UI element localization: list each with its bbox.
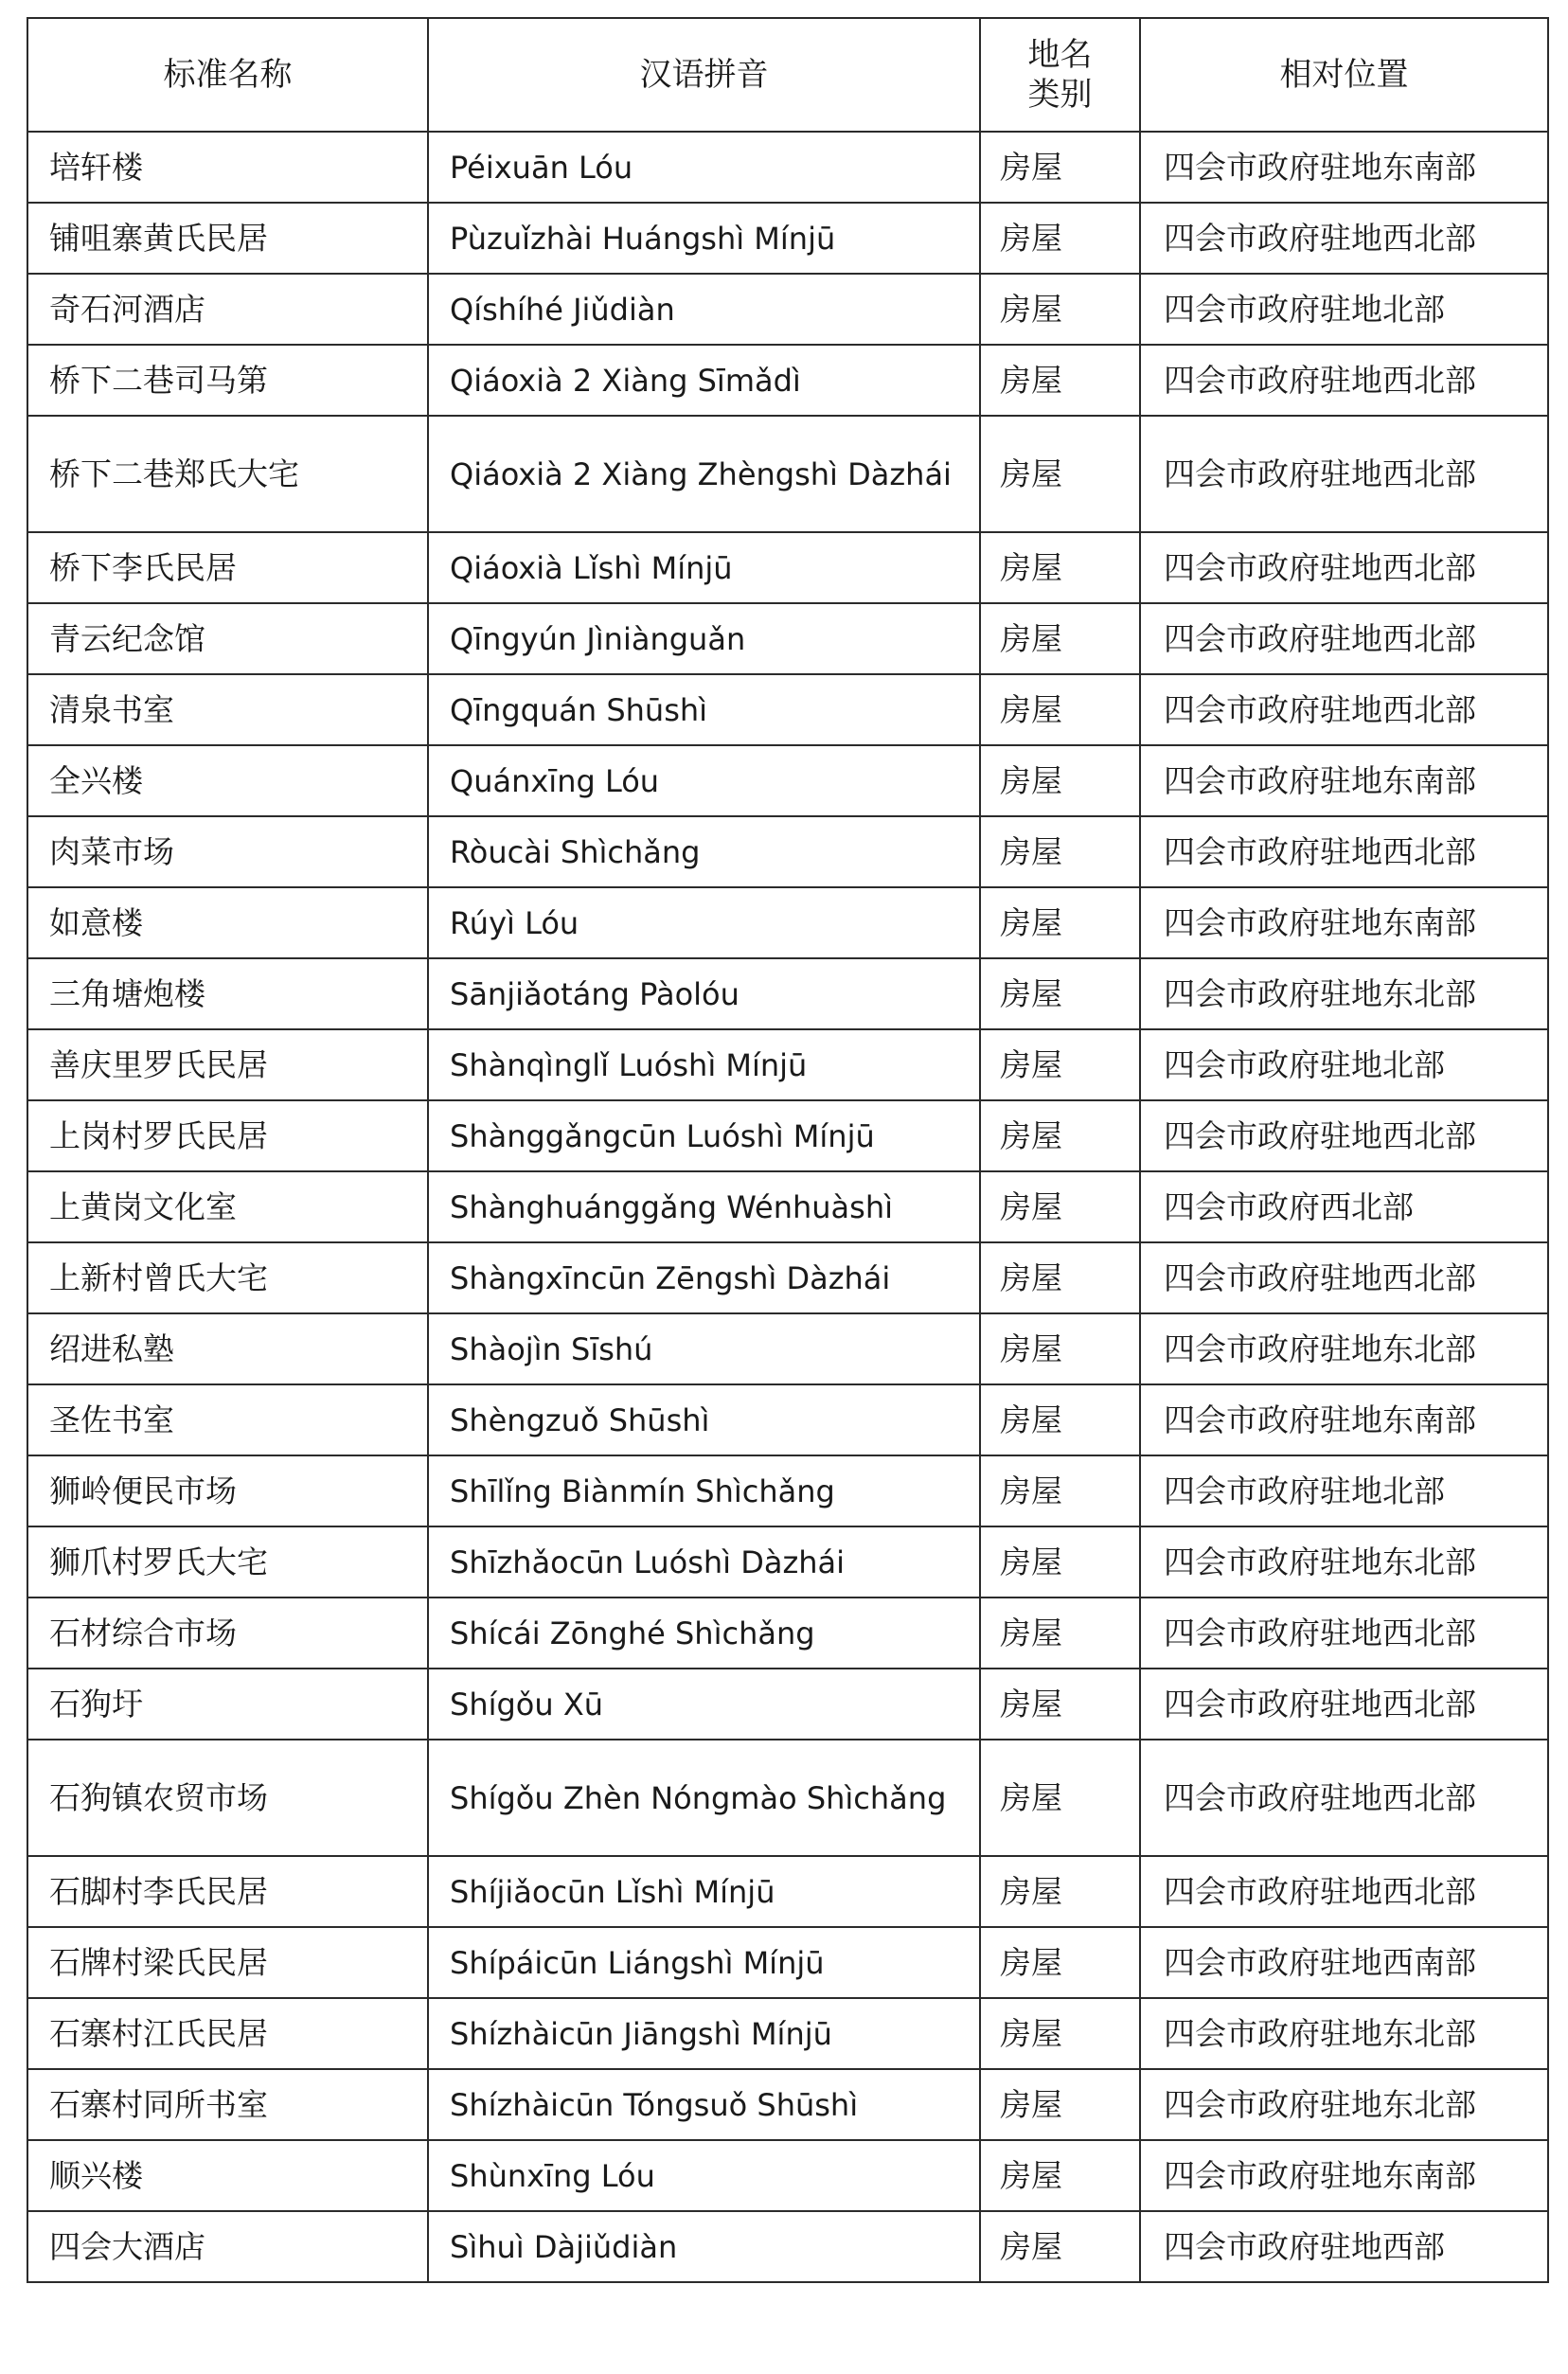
cell-category: 房屋 [980,816,1140,887]
table-row [27,1242,1548,1313]
cell-relative-position: 四会市政府西北部 [1140,1171,1548,1242]
cell-category: 房屋 [980,1598,1140,1669]
cell-standard-name: 三角塘炮楼 [27,958,428,1029]
cell-pinyin: Péixuān Lóu [428,132,980,203]
place-names-table-container [27,17,1547,2283]
header-category-line2: 类别 [1027,76,1093,114]
cell-pinyin: Shànggǎngcūn Luóshì Mínjū [428,1100,980,1171]
cell-pinyin: Shígǒu Xū [428,1669,980,1740]
cell-pinyin: Shípáicūn Liángshì Mínjū [428,1927,980,1998]
cell-category: 房屋 [980,1927,1140,1998]
cell-standard-name: 铺咀寨黄氏民居 [27,203,428,274]
cell-category: 房屋 [980,1455,1140,1526]
cell-category: 房屋 [980,1526,1140,1598]
cell-pinyin: Qíshíhé Jiǔdiàn [428,274,980,345]
cell-relative-position: 四会市政府驻地东北部 [1140,1998,1548,2069]
cell-category: 房屋 [980,1029,1140,1100]
table-row [27,2140,1548,2211]
cell-relative-position: 四会市政府驻地西北部 [1140,1100,1548,1171]
cell-pinyin: Qiáoxià 2 Xiàng Zhèngshì Dàzhái [428,416,980,532]
table-row [27,345,1548,416]
table-row [27,1100,1548,1171]
cell-pinyin: Qīngquán Shūshì [428,674,980,745]
table-row [27,1927,1548,1998]
cell-pinyin: Shàojìn Sīshú [428,1313,980,1384]
cell-standard-name: 石寨村同所书室 [27,2069,428,2140]
cell-standard-name: 肉菜市场 [27,816,428,887]
table-body [27,132,1548,2282]
cell-pinyin: Shànghuánggǎng Wénhuàshì [428,1171,980,1242]
cell-category: 房屋 [980,1242,1140,1313]
table-row [27,1526,1548,1598]
cell-category: 房屋 [980,203,1140,274]
header-category [980,18,1140,132]
cell-category: 房屋 [980,2140,1140,2211]
cell-category: 房屋 [980,416,1140,532]
table-row [27,958,1548,1029]
cell-relative-position: 四会市政府驻地东北部 [1140,1526,1548,1598]
cell-standard-name: 石寨村江氏民居 [27,1998,428,2069]
cell-standard-name: 桥下二巷司马第 [27,345,428,416]
cell-relative-position: 四会市政府驻地西北部 [1140,603,1548,674]
cell-category: 房屋 [980,1313,1140,1384]
cell-standard-name: 圣佐书室 [27,1384,428,1455]
cell-pinyin: Quánxīng Lóu [428,745,980,816]
cell-pinyin: Shíjiǎocūn Lǐshì Mínjū [428,1856,980,1927]
cell-category: 房屋 [980,603,1140,674]
cell-category: 房屋 [980,1998,1140,2069]
cell-category: 房屋 [980,745,1140,816]
cell-standard-name: 狮爪村罗氏大宅 [27,1526,428,1598]
cell-category: 房屋 [980,887,1140,958]
cell-standard-name: 上黄岗文化室 [27,1171,428,1242]
cell-relative-position: 四会市政府驻地北部 [1140,274,1548,345]
cell-category: 房屋 [980,1669,1140,1740]
table-row [27,416,1548,532]
cell-relative-position: 四会市政府驻地北部 [1140,1455,1548,1526]
cell-category: 房屋 [980,274,1140,345]
cell-category: 房屋 [980,1100,1140,1171]
table-row [27,132,1548,203]
table-row [27,1313,1548,1384]
cell-category: 房屋 [980,2069,1140,2140]
cell-standard-name: 上岗村罗氏民居 [27,1100,428,1171]
cell-pinyin: Shīlǐng Biànmín Shìchǎng [428,1455,980,1526]
table-row [27,1598,1548,1669]
cell-relative-position: 四会市政府驻地东北部 [1140,1313,1548,1384]
cell-pinyin: Shízhàicūn Jiāngshì Mínjū [428,1998,980,2069]
table-row [27,532,1548,603]
cell-pinyin: Shīzhǎocūn Luóshì Dàzhái [428,1526,980,1598]
table-row [27,887,1548,958]
table-row [27,674,1548,745]
cell-standard-name: 上新村曾氏大宅 [27,1242,428,1313]
table-row [27,1998,1548,2069]
cell-relative-position: 四会市政府驻地西北部 [1140,203,1548,274]
table-row [27,2069,1548,2140]
cell-standard-name: 全兴楼 [27,745,428,816]
cell-pinyin: Qīngyún Jìniànguǎn [428,603,980,674]
header-pinyin: 汉语拼音 [428,18,980,132]
cell-standard-name: 善庆里罗氏民居 [27,1029,428,1100]
cell-relative-position: 四会市政府驻地西北部 [1140,1242,1548,1313]
table-row [27,274,1548,345]
cell-relative-position: 四会市政府驻地西北部 [1140,1856,1548,1927]
cell-pinyin: Qiáoxià Lǐshì Mínjū [428,532,980,603]
cell-relative-position: 四会市政府驻地东南部 [1140,745,1548,816]
header-row [27,18,1548,132]
cell-standard-name: 石狗圩 [27,1669,428,1740]
cell-standard-name: 石脚村李氏民居 [27,1856,428,1927]
cell-standard-name: 青云纪念馆 [27,603,428,674]
cell-standard-name: 桥下二巷郑氏大宅 [27,416,428,532]
cell-standard-name: 奇石河酒店 [27,274,428,345]
place-names-table [27,17,1549,2283]
cell-standard-name: 石狗镇农贸市场 [27,1740,428,1856]
table-row [27,1455,1548,1526]
cell-relative-position: 四会市政府驻地西北部 [1140,1669,1548,1740]
table-row [27,1171,1548,1242]
cell-category: 房屋 [980,674,1140,745]
cell-relative-position: 四会市政府驻地东北部 [1140,2069,1548,2140]
cell-category: 房屋 [980,2211,1140,2282]
cell-pinyin: Sìhuì Dàjiǔdiàn [428,2211,980,2282]
cell-relative-position: 四会市政府驻地西南部 [1140,1927,1548,1998]
cell-standard-name: 顺兴楼 [27,2140,428,2211]
table-row [27,1856,1548,1927]
table-header [27,18,1548,132]
cell-relative-position: 四会市政府驻地西北部 [1140,345,1548,416]
cell-pinyin: Rúyì Lóu [428,887,980,958]
cell-relative-position: 四会市政府驻地西北部 [1140,816,1548,887]
cell-category: 房屋 [980,1740,1140,1856]
cell-standard-name: 四会大酒店 [27,2211,428,2282]
cell-pinyin: Shízhàicūn Tóngsuǒ Shūshì [428,2069,980,2140]
table-row [27,1029,1548,1100]
header-relative-position: 相对位置 [1140,18,1548,132]
cell-standard-name: 狮岭便民市场 [27,1455,428,1526]
cell-pinyin: Shànqìnglǐ Luóshì Mínjū [428,1029,980,1100]
table-row [27,816,1548,887]
table-row [27,203,1548,274]
table-row [27,1669,1548,1740]
header-category-line1: 地名 [1027,35,1093,74]
cell-relative-position: 四会市政府驻地西北部 [1140,532,1548,603]
cell-category: 房屋 [980,1856,1140,1927]
cell-category: 房屋 [980,958,1140,1029]
cell-relative-position: 四会市政府驻地东南部 [1140,2140,1548,2211]
cell-pinyin: Qiáoxià 2 Xiàng Sīmǎdì [428,345,980,416]
cell-pinyin: Sānjiǎotáng Pàolóu [428,958,980,1029]
cell-standard-name: 绍进私塾 [27,1313,428,1384]
cell-standard-name: 培轩楼 [27,132,428,203]
cell-standard-name: 如意楼 [27,887,428,958]
cell-relative-position: 四会市政府驻地东南部 [1140,887,1548,958]
cell-relative-position: 四会市政府驻地东南部 [1140,132,1548,203]
cell-category: 房屋 [980,532,1140,603]
cell-relative-position: 四会市政府驻地西北部 [1140,1740,1548,1856]
cell-pinyin: Shùnxīng Lóu [428,2140,980,2211]
cell-relative-position: 四会市政府驻地北部 [1140,1029,1548,1100]
cell-category: 房屋 [980,345,1140,416]
cell-standard-name: 清泉书室 [27,674,428,745]
cell-standard-name: 石牌村梁氏民居 [27,1927,428,1998]
cell-pinyin: Ròucài Shìchǎng [428,816,980,887]
cell-relative-position: 四会市政府驻地西北部 [1140,1598,1548,1669]
cell-pinyin: Shícái Zōnghé Shìchǎng [428,1598,980,1669]
cell-relative-position: 四会市政府驻地东南部 [1140,1384,1548,1455]
cell-standard-name: 桥下李氏民居 [27,532,428,603]
cell-category: 房屋 [980,1171,1140,1242]
cell-relative-position: 四会市政府驻地西北部 [1140,674,1548,745]
table-row [27,1740,1548,1856]
cell-pinyin: Pùzuǐzhài Huángshì Mínjū [428,203,980,274]
cell-pinyin: Shígǒu Zhèn Nóngmào Shìchǎng [428,1740,980,1856]
cell-pinyin: Shèngzuǒ Shūshì [428,1384,980,1455]
table-row [27,603,1548,674]
cell-pinyin: Shàngxīncūn Zēngshì Dàzhái [428,1242,980,1313]
cell-relative-position: 四会市政府驻地西部 [1140,2211,1548,2282]
cell-relative-position: 四会市政府驻地东北部 [1140,958,1548,1029]
cell-relative-position: 四会市政府驻地西北部 [1140,416,1548,532]
cell-category: 房屋 [980,132,1140,203]
table-row [27,2211,1548,2282]
cell-category: 房屋 [980,1384,1140,1455]
header-standard-name: 标准名称 [27,18,428,132]
table-row [27,1384,1548,1455]
cell-standard-name: 石材综合市场 [27,1598,428,1669]
table-row [27,745,1548,816]
